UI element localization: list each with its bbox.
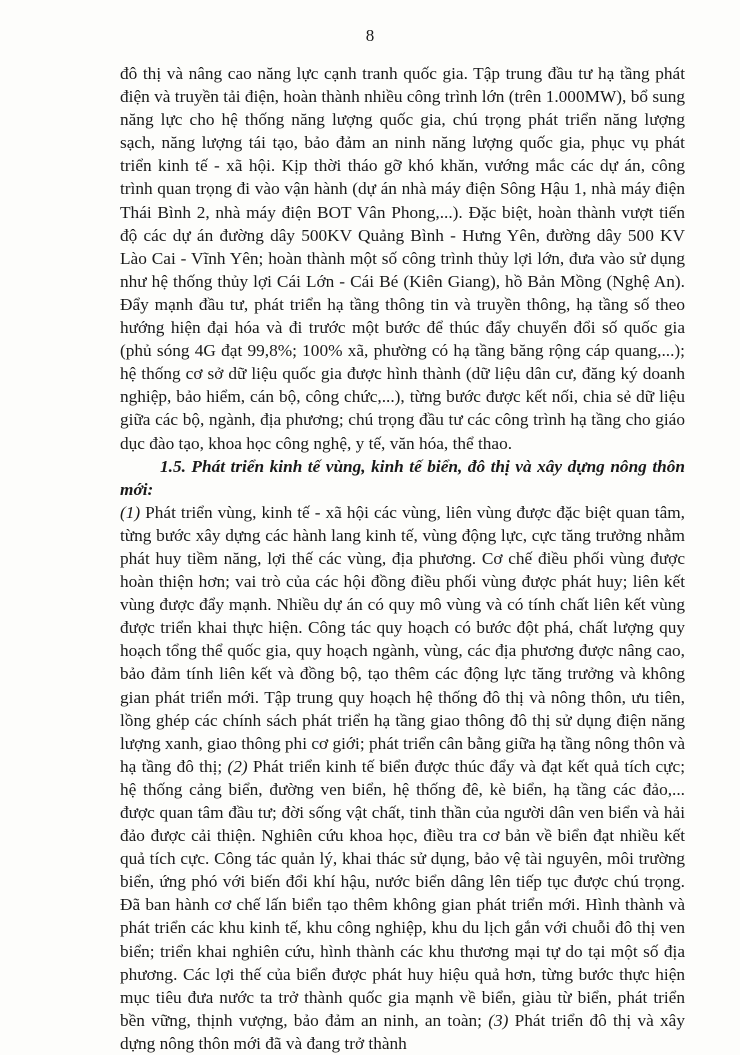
section-heading-paragraph [120,455,685,501]
item-text-3: Phát triển đô thị và xây dựng nông thôn mới đã và đang trở thành [120,1010,685,1053]
section-heading: 1.5. Phát triển kinh tế vùng, kinh tế biển, đô thị và xây dựng nông thôn mới: [120,456,685,499]
item-text-2: Phát triển kinh tế biển được thúc đẩy và đạt kết quả tích cực; hệ thống cảng biển, đường ven biển, hệ thống đê, kè biển, hạ tầng các đảo,... được quan tâm đầu tư; đời sống vật chất, tinh thần của người dân ven biển và hải đảo được cải thiện. Nghiên cứu khoa học, điều tra cơ bản về biển đạt nhiều kết quả tích cực. Công tác quản lý, khai thác sử dụng, bảo vệ tài nguyên, môi trường biển, ứng phó với biến đổi khí hậu, nước biển dâng lên tiếp tục được chú trọng. Đã ban hành cơ chế lấn biển tạo thêm không gian phát triển mới. Hình thành và phát triển các khu kinh tế, khu công nghiệp, khu du lịch gắn với chuỗi đô thị ven biển; triển khai nghiên cứu, hình thành các khu thương mại tự do tại một số địa phương. Các lợi thế của biển được phát huy hiệu quả hơn, từng bước thực hiện mục tiêu đưa nước ta trở thành quốc gia mạnh về biển, giàu từ biển, phát triển bền vững, thịnh vượng, bảo đảm an ninh, an toàn; [120,756,685,1030]
paragraph-infrastructure: đô thị và nâng cao năng lực cạnh tranh quốc gia. Tập trung đầu tư hạ tầng phát điện và truyền tải điện, hoàn thành nhiều công trình lớn (trên 1.000MW), bổ sung năng lực cho hệ thống năng lượng quốc gia, chú trọng phát triển năng lượng sạch, năng lượng tái tạo, bảo đảm an ninh năng lượng quốc gia, phục vụ phát triển kinh tế - xã hội. Kịp thời tháo gỡ khó khăn, vướng mắc các dự án, công trình quan trọng đi vào vận hành (dự án nhà máy điện Sông Hậu 1, nhà máy điện Thái Bình 2, nhà máy điện BOT Vân Phong,...). Đặc biệt, hoàn thành vượt tiến độ các dự án đường dây 500KV Quảng Bình - Hưng Yên, đường dây 500 KV Lào Cai - Vĩnh Yên; hoàn thành một số công trình thủy lợi lớn, đưa vào sử dụng như hệ thống thủy lợi Cái Lớn - Cái Bé (Kiên Giang), hồ Bản Mồng (Nghệ An). Đẩy mạnh đầu tư, phát triển hạ tầng thông tin và truyền thông, hạ tầng số theo hướng hiện đại hóa và đi trước một bước để thúc đẩy chuyển đổi số quốc gia (phủ sóng 4G đạt 99,8%; 100% xã, phường có hạ tầng băng rộng cáp quang,...); hệ thống cơ sở dữ liệu quốc gia được hình thành (dữ liệu dân cư, đăng ký doanh nghiệp, bảo hiểm, cán bộ, công chức,...), từng bước được kết nối, chia sẻ dữ liệu giữa các bộ, ngành, địa phương; chú trọng đầu tư các công trình hạ tầng cho giáo dục đào tạo, khoa học công nghệ, y tế, văn hóa, thể thao. [120,64,685,453]
paragraph-regional-development [120,501,685,1055]
item-marker-3: (3) [488,1010,509,1030]
page-number: 8 [365,26,375,45]
item-marker-1: (1) [120,502,141,522]
item-marker-2: (2) [227,756,248,776]
item-text-1: Phát triển vùng, kinh tế - xã hội các vùng, liên vùng được đặc biệt quan tâm, từng bước xây dựng các hành lang kinh tế, vùng động lực, cực tăng trưởng nhằm phát huy tiềm năng, lợi thế các vùng, địa phương. Cơ chế điều phối vùng được hoàn thiện hơn; vai trò của các hội đồng điều phối vùng được phát huy; liên kết vùng được đẩy mạnh. Nhiều dự án có quy mô vùng và có tính chất liên kết vùng được triển khai thực hiện. Công tác quy hoạch có bước đột phá, chất lượng quy hoạch tổng thể quốc gia, quy hoạch ngành, vùng, các địa phương được nâng cao, bảo đảm tính liên kết và đồng bộ, tạo thêm các động lực tăng trưởng và không gian phát triển mới. Tập trung quy hoạch hệ thống đô thị và nông thôn, ưu tiên, lồng ghép các chính sách phát triển hạ tầng giao thông đô thị sử dụng điện năng lượng xanh, giao thông phi cơ giới; phát triển cân bằng giữa hạ tầng nông thôn và hạ tầng đô thị; [120,502,685,776]
document-body [120,62,685,1055]
